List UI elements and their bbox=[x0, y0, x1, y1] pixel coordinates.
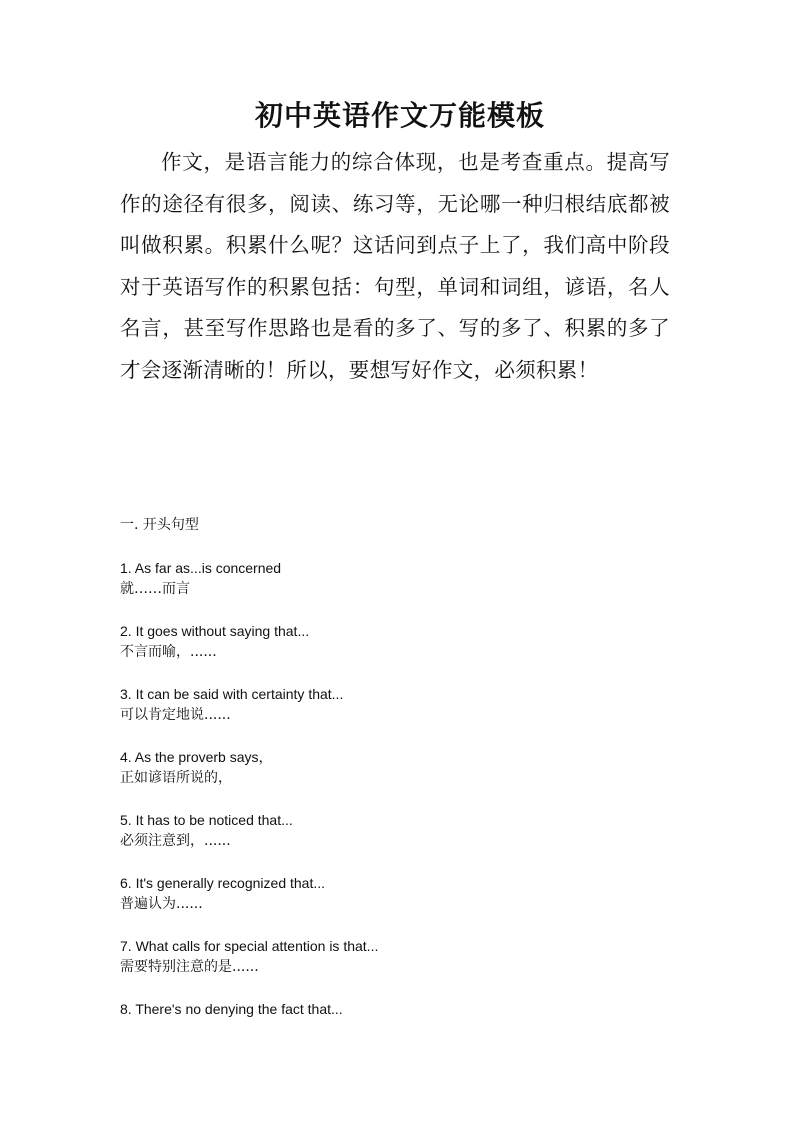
phrase-item bbox=[120, 936, 680, 999]
document-title: 初中英语作文万能模板 bbox=[254, 99, 545, 132]
phrase-english: 7. What calls for special attention is that... bbox=[120, 938, 379, 954]
phrase-item bbox=[120, 810, 680, 873]
phrase-english: 8. There's no denying the fact that... bbox=[120, 1001, 343, 1017]
phrase-chinese: 需要特别注意的是...... bbox=[120, 959, 259, 975]
phrase-english: 2. It goes without saying that... bbox=[120, 623, 310, 639]
section-heading: 一. 开头句型 bbox=[120, 517, 199, 533]
phrase-english: 1. As far as...is concerned bbox=[120, 560, 282, 576]
phrase-chinese: 普遍认为...... bbox=[120, 896, 203, 912]
phrase-chinese: 不言而喻，...... bbox=[120, 644, 217, 660]
phrase-chinese: 正如谚语所说的， bbox=[120, 770, 232, 786]
phrase-chinese: 可以肯定地说...... bbox=[120, 707, 231, 723]
phrase-item bbox=[120, 684, 680, 747]
phrase-english: 3. It can be said with certainty that... bbox=[120, 686, 344, 702]
phrase-english: 6. It's generally recognized that... bbox=[120, 875, 326, 891]
phrase-chinese: 就……而言 bbox=[120, 581, 190, 597]
phrase-list bbox=[120, 558, 680, 1062]
phrase-english: 5. It has to be noticed that... bbox=[120, 812, 293, 828]
phrase-item bbox=[120, 999, 680, 1062]
phrase-english: 4. As the proverb says， bbox=[120, 749, 273, 765]
intro-paragraph: 作文，是语言能力的综合体现，也是考查重点。提高写作的途径有很多，阅读、练习等，无论哪一种归根结底都被叫做积累。积累什么呢？这话问到点子上了，我们高中阶段对于英语写作的积累包括：句型，单词和词组，谚语，名人名言，甚至写作思路也是看的多了、写的多了、积累的多了才会逐渐清晰的！所以，要想写好作文，必须积累！ bbox=[120, 150, 670, 382]
phrase-chinese: 必须注意到，...... bbox=[120, 833, 231, 849]
phrase-item bbox=[120, 558, 680, 621]
phrase-item bbox=[120, 621, 680, 684]
phrase-item bbox=[120, 747, 680, 810]
phrase-item bbox=[120, 873, 680, 936]
